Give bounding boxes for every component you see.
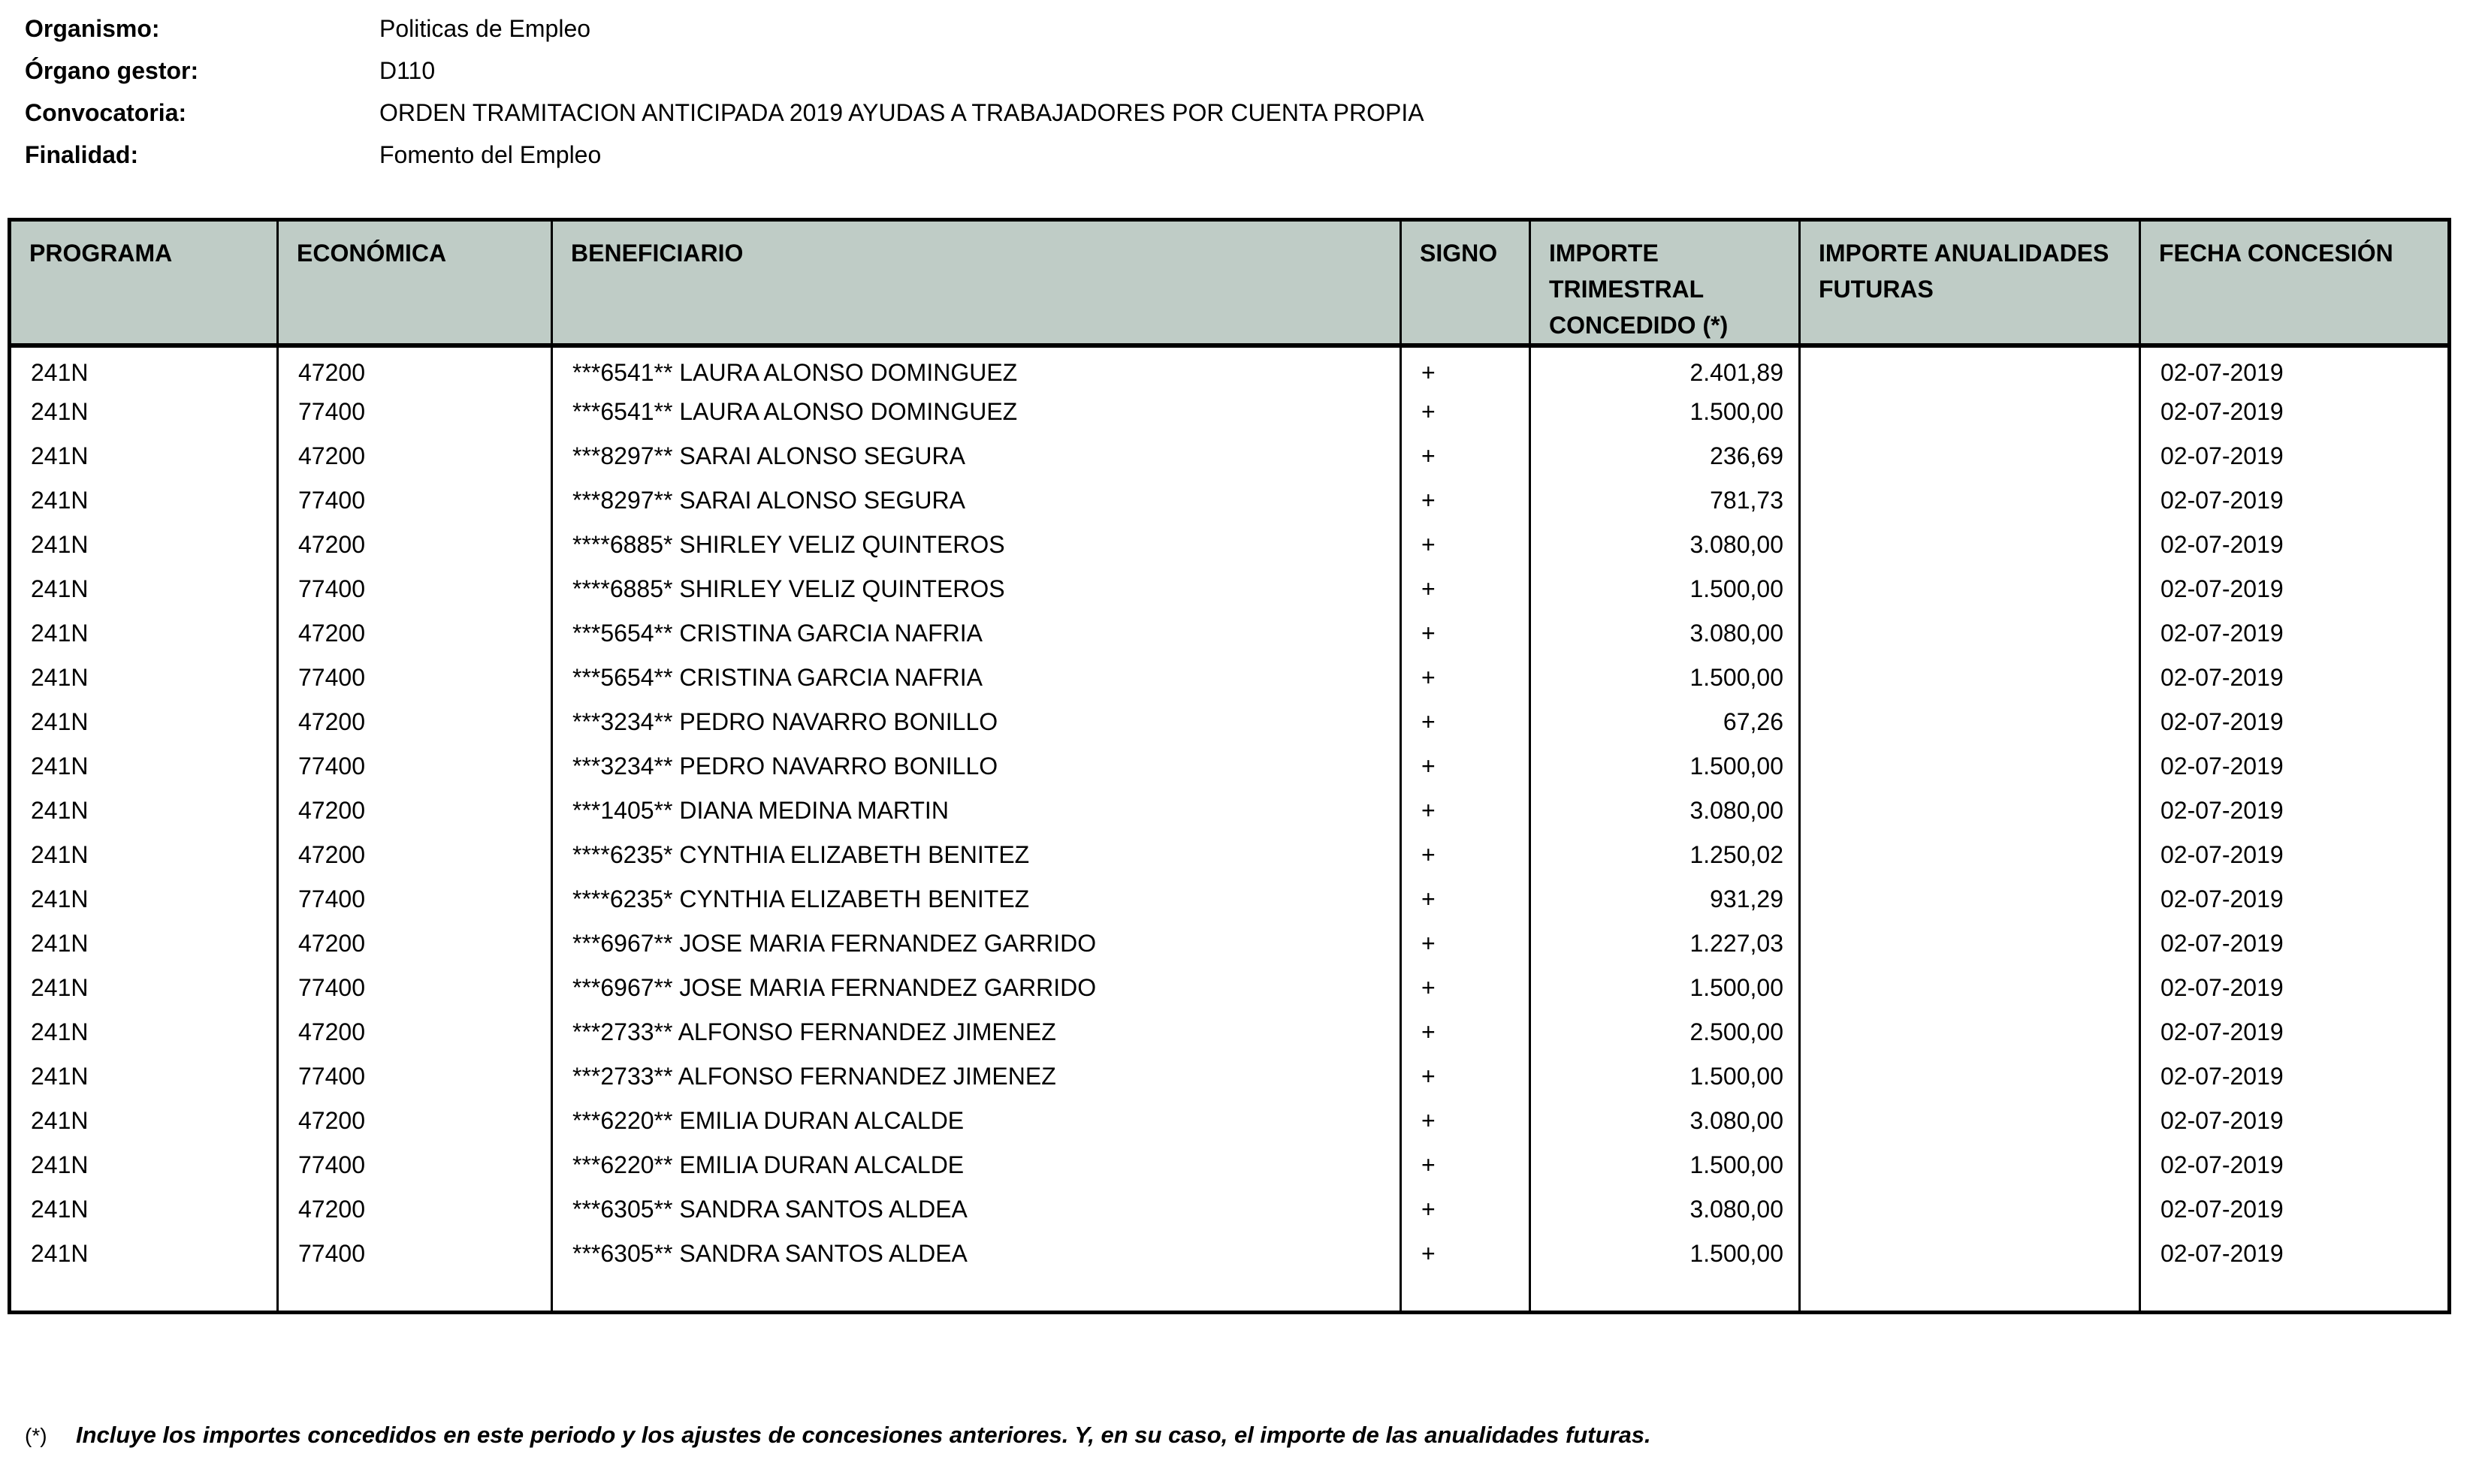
cell-signo: +	[1401, 1143, 1530, 1187]
cell-beneficiario: ***6220** EMILIA DURAN ALCALDE	[552, 1143, 1401, 1187]
cell-signo: +	[1401, 611, 1530, 656]
cell-programa: 241N	[31, 358, 89, 386]
cell-empty	[1800, 1276, 2140, 1312]
cell-beneficiario: ***6967** JOSE MARIA FERNANDEZ GARRIDO	[552, 921, 1401, 966]
table-row	[10, 390, 2450, 434]
table-row	[10, 1143, 2450, 1187]
cell-programa: 241N	[31, 974, 89, 1001]
cell-beneficiario: ***5654** CRISTINA GARCIA NAFRIA	[552, 656, 1401, 700]
cell-economica: 77400	[278, 390, 552, 434]
cell-importe_trimestral: 2.500,00	[1530, 1010, 1800, 1054]
cell-importe_trimestral: 3.080,00	[1530, 523, 1800, 567]
cell-importe_anualidades	[1800, 345, 2140, 390]
cell-programa: 241N	[31, 1107, 89, 1134]
cell-beneficiario: ***6541** LAURA ALONSO DOMINGUEZ	[552, 390, 1401, 434]
cell-beneficiario: ***6967** JOSE MARIA FERNANDEZ GARRIDO	[552, 966, 1401, 1010]
cell-importe_trimestral: 3.080,00	[1530, 1187, 1800, 1232]
cell-signo: +	[1401, 345, 1530, 390]
footnote-marker: (*)	[25, 1424, 47, 1447]
cell-importe_trimestral: 67,26	[1530, 700, 1800, 744]
cell-economica: 77400	[278, 1054, 552, 1099]
cell-signo: +	[1401, 744, 1530, 789]
cell-economica: 47200	[278, 434, 552, 478]
col-header-signo: SIGNO	[1401, 220, 1530, 346]
cell-fecha_concesion: 02-07-2019	[2140, 523, 2450, 567]
cell-importe_anualidades	[1800, 523, 2140, 567]
cell-beneficiario: ***6220** EMILIA DURAN ALCALDE	[552, 1099, 1401, 1143]
cell-programa: 241N	[31, 1196, 89, 1223]
cell-importe_anualidades	[1800, 567, 2140, 611]
cell-beneficiario: ***8297** SARAI ALONSO SEGURA	[552, 434, 1401, 478]
cell-beneficiario: ***8297** SARAI ALONSO SEGURA	[552, 478, 1401, 523]
cell-programa: 241N	[31, 442, 89, 469]
cell-economica: 77400	[278, 656, 552, 700]
cell-fecha_concesion: 02-07-2019	[2140, 611, 2450, 656]
cell-beneficiario: ***6541** LAURA ALONSO DOMINGUEZ	[552, 345, 1401, 390]
cell-programa: 241N	[31, 753, 89, 780]
cell-economica: 47200	[278, 345, 552, 390]
cell-programa: 241N	[31, 575, 89, 602]
cell-economica: 47200	[278, 921, 552, 966]
cell-economica: 77400	[278, 567, 552, 611]
cell-economica: 47200	[278, 1099, 552, 1143]
cell-economica: 77400	[278, 478, 552, 523]
table-row	[10, 1187, 2450, 1232]
cell-importe_trimestral: 1.500,00	[1530, 744, 1800, 789]
cell-beneficiario: ****6235* CYNTHIA ELIZABETH BENITEZ	[552, 833, 1401, 877]
cell-importe_anualidades	[1800, 390, 2140, 434]
cell-empty	[2140, 1276, 2450, 1312]
cell-importe_anualidades	[1800, 1143, 2140, 1187]
table-row	[10, 345, 2450, 390]
cell-fecha_concesion: 02-07-2019	[2140, 966, 2450, 1010]
cell-fecha_concesion: 02-07-2019	[2140, 390, 2450, 434]
grants-table	[8, 218, 2451, 1314]
cell-economica: 47200	[278, 833, 552, 877]
cell-signo: +	[1401, 1099, 1530, 1143]
cell-empty	[10, 1276, 278, 1312]
cell-importe_anualidades	[1800, 744, 2140, 789]
cell-programa: 241N	[31, 885, 89, 912]
cell-fecha_concesion: 02-07-2019	[2140, 700, 2450, 744]
cell-fecha_concesion: 02-07-2019	[2140, 833, 2450, 877]
cell-signo: +	[1401, 789, 1530, 833]
cell-importe_trimestral: 1.500,00	[1530, 567, 1800, 611]
table-row	[10, 1010, 2450, 1054]
cell-importe_trimestral: 781,73	[1530, 478, 1800, 523]
col-header-economica: ECONÓMICA	[278, 220, 552, 346]
table-row	[10, 656, 2450, 700]
cell-importe_trimestral: 1.227,03	[1530, 921, 1800, 966]
cell-economica: 47200	[278, 523, 552, 567]
cell-fecha_concesion: 02-07-2019	[2140, 1054, 2450, 1099]
cell-importe_anualidades	[1800, 611, 2140, 656]
col-header-fecha-concesion: FECHA CONCESIÓN	[2140, 220, 2450, 346]
table-row	[10, 700, 2450, 744]
cell-economica: 47200	[278, 700, 552, 744]
cell-fecha_concesion: 02-07-2019	[2140, 1010, 2450, 1054]
finalidad-label: Finalidad:	[25, 140, 139, 168]
cell-programa: 241N	[31, 531, 89, 558]
cell-economica: 47200	[278, 789, 552, 833]
cell-beneficiario: ****6885* SHIRLEY VELIZ QUINTEROS	[552, 523, 1401, 567]
table-row	[10, 434, 2450, 478]
meta-row-organo-gestor	[25, 50, 2429, 92]
cell-fecha_concesion: 02-07-2019	[2140, 744, 2450, 789]
organismo-label: Organismo:	[25, 14, 160, 42]
cell-economica: 77400	[278, 1143, 552, 1187]
cell-beneficiario: ***3234** PEDRO NAVARRO BONILLO	[552, 744, 1401, 789]
cell-importe_trimestral: 931,29	[1530, 877, 1800, 921]
cell-signo: +	[1401, 523, 1530, 567]
cell-beneficiario: ****6235* CYNTHIA ELIZABETH BENITEZ	[552, 877, 1401, 921]
cell-signo: +	[1401, 877, 1530, 921]
cell-beneficiario: ***6305** SANDRA SANTOS ALDEA	[552, 1232, 1401, 1276]
cell-importe_trimestral: 1.500,00	[1530, 966, 1800, 1010]
cell-signo: +	[1401, 1054, 1530, 1099]
cell-fecha_concesion: 02-07-2019	[2140, 1187, 2450, 1232]
cell-programa: 241N	[31, 841, 89, 868]
cell-signo: +	[1401, 1232, 1530, 1276]
table-row	[10, 1232, 2450, 1276]
cell-fecha_concesion: 02-07-2019	[2140, 345, 2450, 390]
cell-economica: 47200	[278, 1187, 552, 1232]
cell-beneficiario: ***3234** PEDRO NAVARRO BONILLO	[552, 700, 1401, 744]
cell-economica: 77400	[278, 1232, 552, 1276]
cell-signo: +	[1401, 656, 1530, 700]
cell-economica: 47200	[278, 611, 552, 656]
table-row	[10, 921, 2450, 966]
cell-importe_anualidades	[1800, 1099, 2140, 1143]
meta-row-finalidad	[25, 134, 2429, 176]
col-header-programa: PROGRAMA	[10, 220, 278, 346]
table-row	[10, 567, 2450, 611]
table-spacer-row	[10, 1276, 2450, 1312]
cell-fecha_concesion: 02-07-2019	[2140, 478, 2450, 523]
meta-row-convocatoria	[25, 92, 2429, 134]
cell-signo: +	[1401, 833, 1530, 877]
convocatoria-value: ORDEN TRAMITACION ANTICIPADA 2019 AYUDAS A TRABAJADORES POR CUENTA PROPIA	[379, 98, 1424, 126]
document-header	[25, 8, 2429, 176]
cell-empty	[1401, 1276, 1530, 1312]
table-row	[10, 877, 2450, 921]
footnote-text: Incluye los importes concedidos en este periodo y los ajustes de concesiones anteriores. Y, en su caso, el importe de las anualidades futuras.	[76, 1422, 1651, 1448]
cell-signo: +	[1401, 700, 1530, 744]
table-row	[10, 611, 2450, 656]
cell-importe_trimestral: 1.500,00	[1530, 656, 1800, 700]
cell-signo: +	[1401, 966, 1530, 1010]
cell-signo: +	[1401, 478, 1530, 523]
cell-importe_trimestral: 1.500,00	[1530, 1054, 1800, 1099]
cell-importe_trimestral: 3.080,00	[1530, 611, 1800, 656]
cell-importe_trimestral: 1.500,00	[1530, 1232, 1800, 1276]
cell-importe_anualidades	[1800, 789, 2140, 833]
cell-programa: 241N	[31, 1151, 89, 1178]
cell-programa: 241N	[31, 620, 89, 647]
cell-empty	[278, 1276, 552, 1312]
cell-fecha_concesion: 02-07-2019	[2140, 1143, 2450, 1187]
cell-programa: 241N	[31, 664, 89, 691]
cell-programa: 241N	[31, 1240, 89, 1267]
col-header-beneficiario: BENEFICIARIO	[552, 220, 1401, 346]
table-row	[10, 966, 2450, 1010]
cell-importe_trimestral: 3.080,00	[1530, 1099, 1800, 1143]
cell-programa: 241N	[31, 930, 89, 957]
cell-beneficiario: ****6885* SHIRLEY VELIZ QUINTEROS	[552, 567, 1401, 611]
organo-gestor-label: Órgano gestor:	[25, 56, 199, 84]
table-row	[10, 744, 2450, 789]
col-header-importe-trimestral: IMPORTE TRIMESTRAL CONCEDIDO (*)	[1530, 220, 1800, 346]
cell-fecha_concesion: 02-07-2019	[2140, 1232, 2450, 1276]
cell-importe_anualidades	[1800, 1232, 2140, 1276]
cell-fecha_concesion: 02-07-2019	[2140, 877, 2450, 921]
cell-beneficiario: ***2733** ALFONSO FERNANDEZ JIMENEZ	[552, 1054, 1401, 1099]
cell-empty	[552, 1276, 1401, 1312]
organismo-value: Politicas de Empleo	[379, 14, 591, 42]
cell-beneficiario: ***2733** ALFONSO FERNANDEZ JIMENEZ	[552, 1010, 1401, 1054]
cell-fecha_concesion: 02-07-2019	[2140, 656, 2450, 700]
table-row	[10, 1099, 2450, 1143]
footnote	[25, 1422, 2429, 1449]
cell-empty	[1530, 1276, 1800, 1312]
finalidad-value: Fomento del Empleo	[379, 140, 602, 168]
meta-row-organismo	[25, 8, 2429, 50]
table-row	[10, 789, 2450, 833]
table-row	[10, 523, 2450, 567]
col-header-importe-anualidades: IMPORTE ANUALIDADES FUTURAS	[1800, 220, 2140, 346]
cell-importe_trimestral: 3.080,00	[1530, 789, 1800, 833]
cell-importe_anualidades	[1800, 478, 2140, 523]
table-row	[10, 833, 2450, 877]
cell-importe_trimestral: 1.250,02	[1530, 833, 1800, 877]
cell-economica: 77400	[278, 744, 552, 789]
organo-gestor-value: D110	[379, 56, 436, 84]
cell-programa: 241N	[31, 487, 89, 514]
cell-programa: 241N	[31, 708, 89, 735]
cell-economica: 77400	[278, 877, 552, 921]
cell-signo: +	[1401, 390, 1530, 434]
cell-fecha_concesion: 02-07-2019	[2140, 567, 2450, 611]
cell-fecha_concesion: 02-07-2019	[2140, 789, 2450, 833]
cell-programa: 241N	[31, 797, 89, 824]
cell-importe_trimestral: 2.401,89	[1530, 345, 1800, 390]
table-row	[10, 478, 2450, 523]
cell-importe_anualidades	[1800, 700, 2140, 744]
cell-signo: +	[1401, 921, 1530, 966]
cell-importe_anualidades	[1800, 656, 2140, 700]
cell-signo: +	[1401, 1187, 1530, 1232]
cell-beneficiario: ***5654** CRISTINA GARCIA NAFRIA	[552, 611, 1401, 656]
cell-signo: +	[1401, 434, 1530, 478]
cell-fecha_concesion: 02-07-2019	[2140, 921, 2450, 966]
cell-signo: +	[1401, 567, 1530, 611]
table-header-row	[10, 220, 2450, 346]
cell-programa: 241N	[31, 398, 89, 425]
cell-importe_anualidades	[1800, 434, 2140, 478]
cell-importe_anualidades	[1800, 921, 2140, 966]
cell-importe_trimestral: 1.500,00	[1530, 390, 1800, 434]
cell-programa: 241N	[31, 1018, 89, 1045]
cell-beneficiario: ***6305** SANDRA SANTOS ALDEA	[552, 1187, 1401, 1232]
cell-importe_anualidades	[1800, 1054, 2140, 1099]
cell-importe_anualidades	[1800, 1010, 2140, 1054]
cell-economica: 47200	[278, 1010, 552, 1054]
cell-importe_anualidades	[1800, 833, 2140, 877]
cell-fecha_concesion: 02-07-2019	[2140, 434, 2450, 478]
cell-beneficiario: ***1405** DIANA MEDINA MARTIN	[552, 789, 1401, 833]
cell-importe_anualidades	[1800, 966, 2140, 1010]
convocatoria-label: Convocatoria:	[25, 98, 187, 126]
cell-economica: 77400	[278, 966, 552, 1010]
cell-importe_trimestral: 236,69	[1530, 434, 1800, 478]
cell-importe_trimestral: 1.500,00	[1530, 1143, 1800, 1187]
cell-fecha_concesion: 02-07-2019	[2140, 1099, 2450, 1143]
cell-programa: 241N	[31, 1063, 89, 1090]
cell-importe_anualidades	[1800, 1187, 2140, 1232]
cell-signo: +	[1401, 1010, 1530, 1054]
cell-importe_anualidades	[1800, 877, 2140, 921]
table-row	[10, 1054, 2450, 1099]
